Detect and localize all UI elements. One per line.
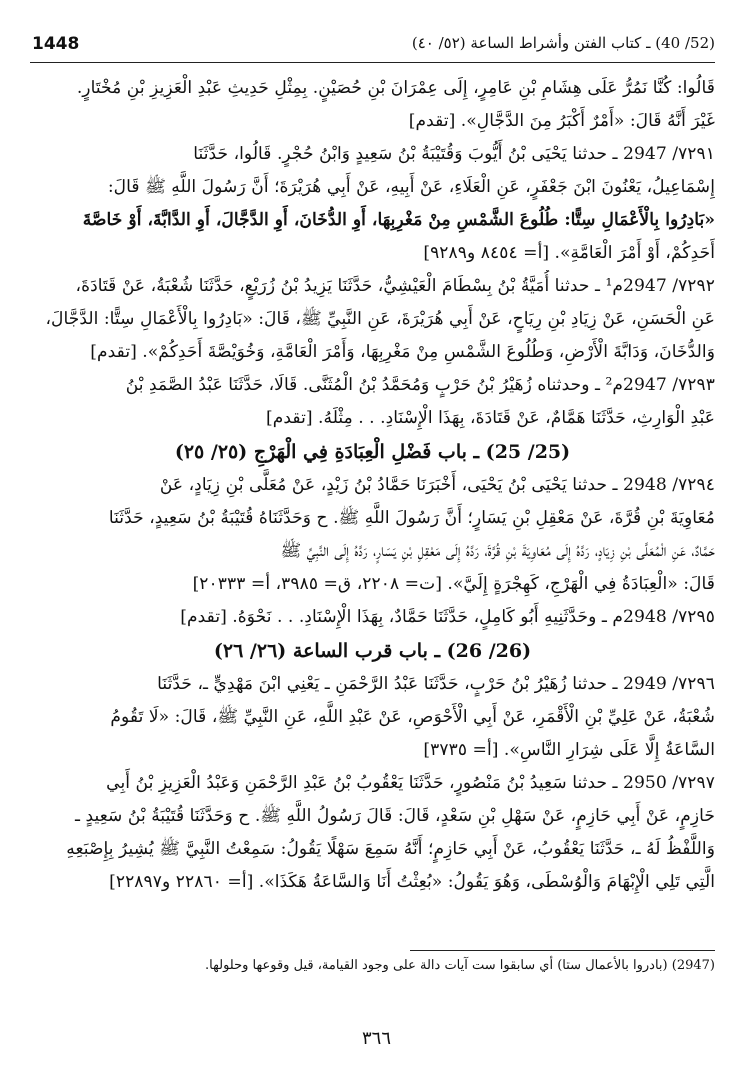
text-line: حَازِمٍ، عَنْ أَبِي حَازِمٍ، عَنْ سَهْلِ بْنِ سَعْدٍ، قَالَ: قَالَ رَسُولُ اللَّهِ ﷺ. ح وَحَدَّثَنَا قُتَيْبَةُ بْنُ سَعِيدٍ ـ [75, 806, 715, 826]
header-rule [30, 62, 715, 63]
text-line: قَالَ: «الْعِبَادَةُ فِي الْهَرْجِ، كَهِجْرَةٍ إِلَيَّ». [ت= ٢٢٠٨، ق= ٣٩٨٥، أ= ٢٠٣٣٣] [192, 574, 715, 594]
chapter-heading-26: (26/ 26) ـ باب قرب الساعة (٢٦/ ٢٦) [213, 640, 532, 662]
footnote: (2947) (بادروا بالأعمال ستا) أي سابقوا ست آيات دالة على وجود القيامة، قيل وقوعها وحلولها. [205, 958, 715, 973]
text-line: حَمَّادٌ، عَنِ الْمُعَلَّى بْنِ زِيَادٍ، رَدَّهُ إِلَى مُعَاوِيَةَ بْنِ قُرَّةَ، رَدَّهُ إِلَى مَعْقِلِ بْنِ يَسَارٍ، رَدَّهُ إِلَى النَّبِيِّ ﷺ [280, 541, 715, 561]
page-number-arabic: ٣٦٦ [361, 1028, 391, 1049]
text-line: غَيْرَ أَنَّهُ قَالَ: «أَمْرٌ أَكْبَرُ مِنَ الدَّجَّالِ». [تقدم] [408, 111, 715, 131]
page-number-latin: 1448 [32, 34, 80, 54]
page-header [32, 32, 715, 60]
text-line: عَنِ الْحَسَنِ، عَنْ زِيَادِ بْنِ رِيَاحٍ، عَنْ أَبِي هُرَيْرَةَ، عَنِ النَّبِيِّ ﷺ، قَالَ: «بَادِرُوا بِالْأَعْمَالِ سِتًّا: الدَّجَّالَ، [45, 309, 715, 329]
hadith-7292-start: ٧٢٩٢/ 2947م¹ ـ حدثنا أُمَيَّةُ بْنُ بِسْطَامَ الْعَيْشِيُّ، حَدَّثَنَا يَزِيدُ بْنُ زُرَيْعٍ، حَدَّثَنَا شُعْبَةُ، عَنْ قَتَادَةَ، [75, 276, 715, 296]
hadith-7291-start: ٧٢٩١/ 2947 ـ حدثنا يَحْيَى بْنُ أَيُّوبَ وَقُتَيْبَةُ بْنُ سَعِيدٍ وَابْنُ حُجْرٍ. قَالُوا، حَدَّثَنَا [193, 144, 715, 164]
chapter-heading-25: (25/ 25) ـ باب فَضْلِ الْعِبَادَةِ فِي الْهَرْجِ (٢٥/ ٢٥) [174, 441, 571, 463]
text-line: «بَادِرُوا بِالْأَعْمَالِ سِتًّا: طُلُوعَ الشَّمْسِ مِنْ مَغْرِبِهَا، أَوِ الدُّخَانَ، أَوِ الدَّجَّالَ، أَوِ الدَّابَّةَ، أَوْ خَاصَّةَ [82, 210, 715, 230]
text-line: إِسْمَاعِيلُ، يَعْنُونَ ابْنَ جَعْفَرٍ، عَنِ الْعَلَاءِ، عَنْ أَبِيهِ، عَنْ أَبِي هُرَيْرَةَ؛ أَنَّ رَسُولَ اللَّهِ ﷺ قَالَ: [107, 177, 715, 197]
running-title: (52/ 40) ـ كتاب الفتن وأشراط الساعة (٥٢/ ٤٠) [411, 34, 715, 52]
text-line: عَبْدِ الْوَارِثِ، حَدَّثَنَا هَمَّامٌ، عَنْ قَتَادَةَ، بِهَذَا الْإِسْنَادِ. . . مِثْلَهُ. [تقدم] [266, 408, 715, 428]
text-line: أَحَدِكُمْ، أَوْ أَمْرَ الْعَامَّةِ». [أ= ٨٤٥٤ و٩٢٨٩] [423, 243, 715, 263]
text-line: السَّاعَةُ إِلَّا عَلَى شِرَارِ النَّاسِ». [أ= ٣٧٣٥] [423, 740, 715, 760]
hadith-7293-start: ٧٢٩٣/ 2947م² ـ وحدثناه زُهَيْرُ بْنُ حَرْبٍ وَمُحَمَّدُ بْنُ الْمُثَنَّى. قَالَا، حَدَّثَنَا عَبْدُ الصَّمَدِ بْنُ [125, 375, 715, 395]
footnote-rule [410, 950, 715, 951]
text-line: قَالُوا: كُنَّا نَمُرُّ عَلَى هِشَامِ بْنِ عَامِرٍ، إِلَى عِمْرَانَ بْنِ حُصَيْنٍ. بِمِثْلِ حَدِيثِ عَبْدِ الْعَزِيزِ بْنِ مُخْتَارٍ. [76, 78, 715, 98]
text-line: وَاللَّفْظُ لَهُ ـ، حَدَّثَنَا يَعْقُوبُ، عَنْ أَبِي حَازِمٍ؛ أَنَّهُ سَمِعَ سَهْلًا يَقُولُ: سَمِعْتُ النَّبِيَّ ﷺ يُشِيرُ بِإِصْبَعِهِ [66, 839, 715, 859]
hadith-7296-start: ٧٢٩٦/ 2949 ـ حدثنا زُهَيْرُ بْنُ حَرْبٍ، حَدَّثَنَا عَبْدُ الرَّحْمَنِ ـ يَعْنِي ابْنَ مَهْدِيٍّ ـ، حَدَّثَنَا [157, 674, 715, 694]
text-line: الَّتِي تَلِي الْإِبْهَامَ وَالْوُسْطَى، وَهُوَ يَقُولُ: «بُعِثْتُ أَنَا وَالسَّاعَةُ هَكَذَا». [أ= ٢٢٨٦٠ و٢٢٨٩٧] [109, 872, 715, 892]
hadith-7295-start: ٧٢٩٥/ 2948م ـ وحَدَّثَنِيهِ أَبُو كَامِلٍ، حَدَّثَنَا حَمَّادٌ، بِهَذَا الْإِسْنَادِ. . . نَحْوَهُ. [تقدم] [180, 607, 715, 627]
text-line: مُعَاوِيَةَ بْنِ قُرَّةَ، عَنْ مَعْقِلِ بْنِ يَسَارٍ؛ أَنَّ رَسُولَ اللَّهِ ﷺ. ح وَحَدَّثَنَاهُ قُتَيْبَةُ بْنُ سَعِيدٍ، حَدَّثَنَا [108, 508, 715, 528]
hadith-7297-start: ٧٢٩٧/ 2950 ـ حدثنا سَعِيدُ بْنُ مَنْصُورٍ، حَدَّثَنَا يَعْقُوبُ بْنُ عَبْدِ الرَّحْمَنِ وَعَبْدُ الْعَزِيزِ بْنُ أَبِي [106, 773, 715, 793]
text-line: وَالدُّخَانَ، وَدَابَّةَ الْأَرْضِ، وَطُلُوعَ الشَّمْسِ مِنْ مَغْرِبِهَا، وَأَمْرَ الْعَامَّةِ، وَخُوَيْصَّةَ أَحَدِكُمْ». [تقدم] [90, 342, 715, 362]
hadith-7294-start: ٧٢٩٤/ 2948 ـ حدثنا يَحْيَى بْنُ يَحْيَى، أَخْبَرَنَا حَمَّادُ بْنُ زَيْدٍ، عَنْ مُعَلَّى بْنِ زِيَادٍ، عَنْ [159, 475, 715, 495]
text-line: شُعْبَةُ، عَنْ عَلِيِّ بْنِ الْأَقْمَرِ، عَنْ أَبِي الْأَحْوَصِ، عَنْ عَبْدِ اللَّهِ، عَنِ النَّبِيِّ ﷺ، قَالَ: «لَا تَقُومُ [110, 707, 715, 727]
hadith-text-body [30, 72, 715, 899]
